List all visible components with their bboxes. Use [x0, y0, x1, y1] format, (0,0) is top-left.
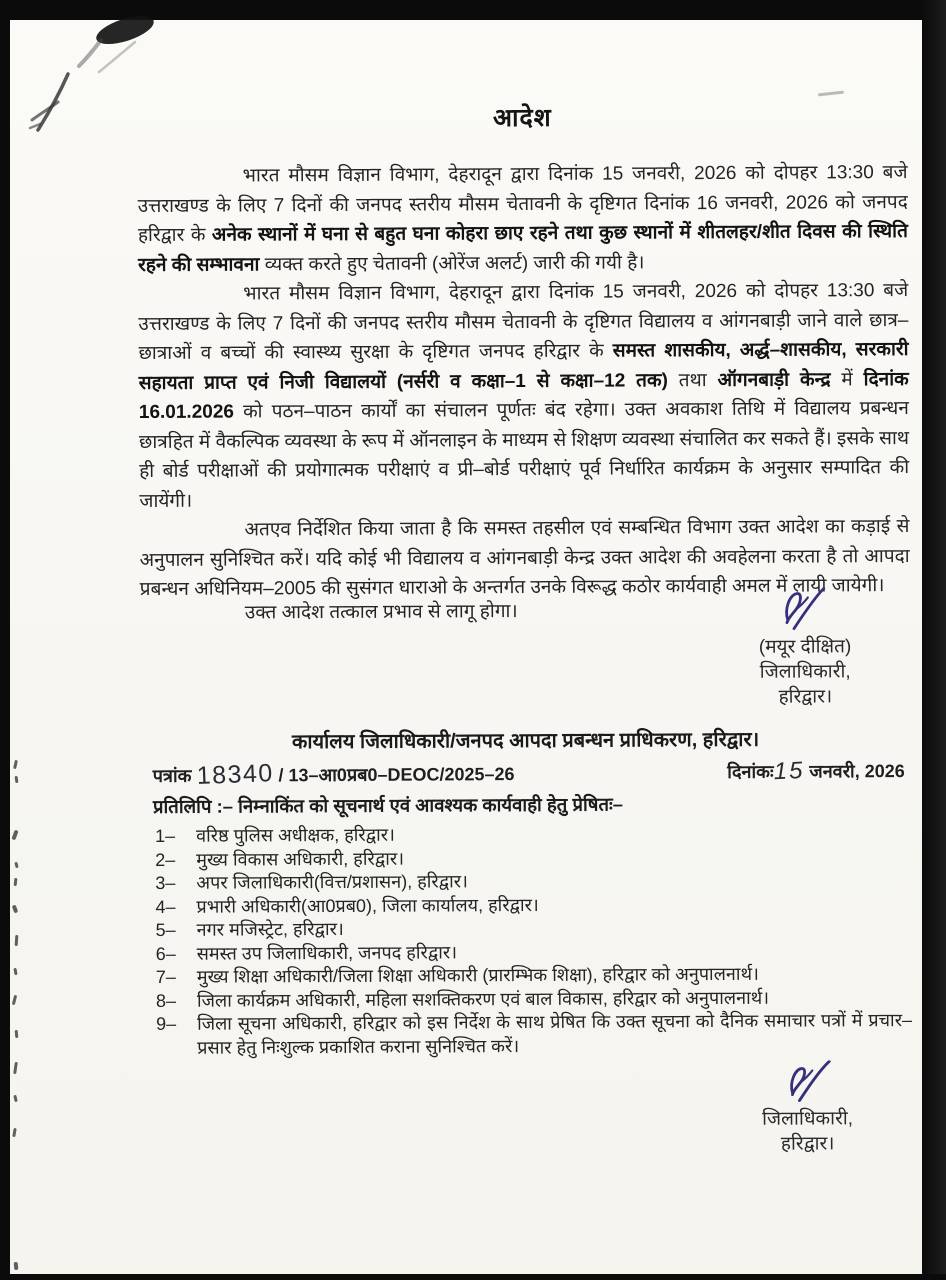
handwritten-letter-number: 18340	[195, 758, 274, 791]
letter-number-label: पत्रांक	[152, 765, 192, 786]
letter-number	[153, 757, 515, 791]
scan-border-left	[0, 0, 10, 1280]
document-paper	[10, 20, 922, 1274]
order-title: आदेश	[492, 103, 552, 133]
handwritten-date-day: 15	[773, 757, 805, 786]
recipient-item: 8– जिला कार्यक्रम अधिकारी, महिला सशक्तिकरण एवं बाल विकास, हरिद्वार को अनुपालनार्थ।	[155, 987, 770, 1011]
recipient-list	[141, 821, 912, 1060]
signature-block-dm	[700, 586, 911, 710]
signatory-designation: जिलाधिकारी,	[762, 1108, 854, 1130]
para-school-closure: भारत मौसम विज्ञान विभाग, देहरादून द्वारा दिनांक 15 जनवरी, 2026 को दोपहर 13:30 बजे उत्तराखण्ड के लिए 7 दिनों की जनपद स्तरीय मौसम चेतावनी के दृष्टिगत विद्यालय व आंगनबाड़ी जाने वाले छात्र–छात्राओं व बच्चों की स्वास्थ्य सुरक्षा के दृष्टिगत जनपद हरिद्वार के समस्त शासकीय, अर्द्ध–शासकीय, सरकारी सहायता प्राप्त एवं निजी विद्यालयों (नर्सरी व कक्षा–1 से कक्षा–12 तक) तथा ऑगनबाड़ी केन्द्र में दिनांक 16.01.2026 को पठन–पाठन कार्यों का संचालन पूर्णतः बंद रहेगा। उक्त अवकाश तिथि में विद्यालय प्रबन्धन छात्रहित में वैकल्पिक व्यवस्था के रूप में ऑनलाइन के माध्यम से शिक्षण व्यवस्था संचालित कर सकते हैं। इसके साथ ही बोर्ड परीक्षाओं की प्रयोगात्मक परीक्षाएं व प्री–बोर्ड परीक्षाएं पूर्व निर्धारित कार्यक्रम के अनुसार सम्पादित की जायेंगी।	[138, 279, 910, 512]
recipient-item: 3– अपर जिलाधिकारी(वित्त/प्रशासन), हरिद्वार।	[155, 871, 469, 893]
scan-smudge	[818, 91, 844, 97]
recipient-item: 6– समस्त उप जिलाधिकारी, जनपद हरिद्वार।	[155, 941, 458, 964]
recipient-item: 7– मुख्य शिक्षा अधिकारी/जिला शिक्षा अधिकारी (प्रारम्भिक शिक्षा), हरिद्वार को अनुपालनार्थ।	[155, 963, 759, 987]
recipient-item: 4– प्रभारी अधिकारी(आ0प्रब0), जिला कार्यालय, हरिद्वार।	[155, 894, 539, 917]
ink-smudge-icon	[65, 12, 205, 102]
date-rest: जनवरी, 2026	[809, 761, 905, 782]
copy-to-heading: प्रतिलिपि :– निम्नाकिंत को सूचनार्थ एवं आवश्यक कार्यवाही हेतु प्रेषितः–	[152, 793, 624, 817]
recipient-item: 1– वरिष्ठ पुलिस अधीक्षक, हरिद्वार।	[155, 824, 396, 846]
recipient-item: 9– जिला सूचना अधिकारी, हरिद्वार को इस निर्देश के साथ प्रेषित कि उक्त सूचना को दैनिक समाचार पत्रों में प्रचार–प्रसार हेतु निःशुल्क प्रकाशित कराना सुनिश्चित करें।	[156, 1009, 913, 1058]
signatory-place: हरिद्वार।	[780, 1133, 835, 1155]
para-effective-immediately: उक्त आदेश तत्काल प्रभाव से लागू होगा।	[244, 600, 518, 623]
signature-ink-icon	[775, 1060, 839, 1106]
scan-border-bottom	[0, 1274, 946, 1280]
order-content	[137, 100, 913, 1160]
scan-border-right	[922, 0, 946, 1280]
pen-slash-icon	[24, 68, 80, 138]
reference-row	[141, 755, 911, 791]
signatory-name: (मयूर दीक्षित)	[758, 636, 852, 658]
office-heading: कार्यालय जिलाधिकारी/जनपद आपदा प्रबन्धन प्राधिकरण, हरिद्वार।	[291, 728, 760, 754]
recipient-item: 2– मुख्य विकास अधिकारी, हरिद्वार।	[155, 848, 405, 870]
para-weather-warning: भारत मौसम विज्ञान विभाग, देहरादून द्वारा दिनांक 15 जनवरी, 2026 को दोपहर 13:30 बजे उत्तराखण्ड के लिए 7 दिनों की जनपद स्तरीय मौसम चेतावनी के दृष्टिगत दिनांक 16 जनवरी, 2026 को जनपद हरिद्वार के अनेक स्थानों में घना से बहुत घना कोहरा छाए रहने तथा कुछ स्थानों में शीतलहर/शीत दिवस की स्थिति रहने की सम्भावना व्यक्त करते हुए चेतावनी (ओरेंज अलर्ट) जारी की गयी है।	[137, 161, 908, 276]
letter-date	[727, 755, 905, 788]
recipient-item: 5– नगर मजिस्ट्रेट, हरिद्वार।	[155, 918, 344, 940]
signature-block-dm-bottom	[702, 1060, 912, 1157]
signatory-designation: जिलाधिकारी,	[759, 661, 851, 683]
letter-number-suffix: / 13–आ0प्रब0–DEOC/2025–26	[278, 764, 515, 786]
date-label: दिनांकः	[727, 761, 774, 782]
signatory-place: हरिद्वार।	[778, 686, 833, 708]
para-enforcement: अतएव निर्देशित किया जाता है कि समस्त तहसील एवं सम्बन्धित विभाग उक्त आदेश का कड़ाई से अनुपालन सुनिश्चित करें। यदि कोई भी विद्यालय व आंगनबाड़ी केन्द्र उक्त आदेश की अवहेलना करता है तो आपदा प्रबन्धन अधिनियम–2005 की सुसंगत धाराओ के अन्तर्गत उनके विरूद्ध कठोर कार्यवाही अमल में लायी जायेगी।	[139, 515, 910, 601]
